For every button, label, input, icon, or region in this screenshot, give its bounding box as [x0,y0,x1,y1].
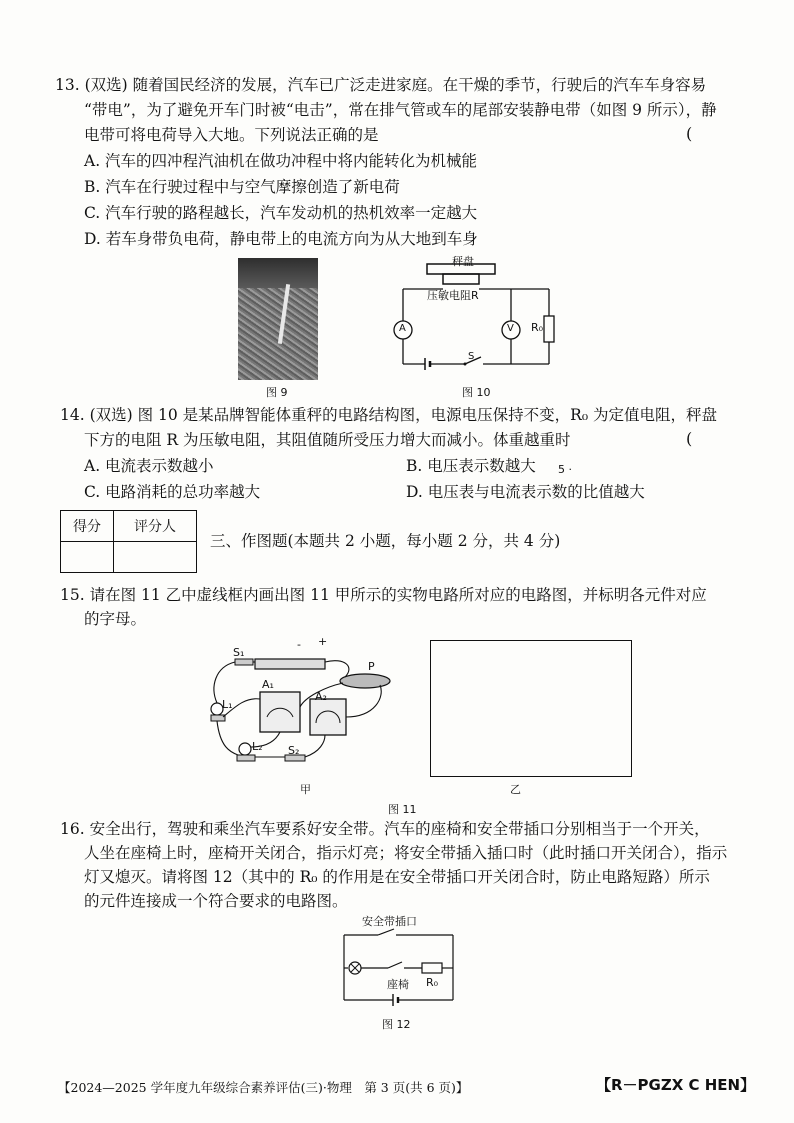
figure-10-ammeter-label: A [399,323,406,334]
fig11-p: P [368,660,375,673]
fig11-l2: L₂ [252,740,263,753]
figure-9-caption: 图 9 [266,386,288,399]
ammeter-a2 [310,699,346,735]
q13-line3: 电带可将电荷导入大地。下列说法正确的是 [84,126,379,144]
fig12-belt-label: 安全带插口 [362,915,417,928]
figure-9-photo [238,258,318,380]
figure-10-circuit [385,252,575,387]
grader-cell[interactable] [114,542,197,573]
grader-header: 评分人 [114,511,197,542]
q14-option-d: D. 电压表与电流表示数的比值越大 [406,483,645,501]
q13-option-c: C. 汽车行驶的路程越长，汽车发动机的热机效率一定越大 [84,204,478,222]
figure-10-r0-label: R₀ [531,321,544,334]
q13-line1: 13. (双选) 随着国民经济的发展，汽车已广泛走进家庭。在干燥的季节，行驶后的汽车车身容易 [55,76,707,94]
q16-line1: 16. 安全出行，驾驶和乘坐汽车要系好安全带。汽车的座椅和安全带插口分别相当于一个开关， [60,820,710,838]
figure-12-components [338,925,468,1010]
q13-line2: “带电”，为了避免开车门时被“电击”，常在排气管或车的尾部安装静电带（如图 9 所示），静 [84,101,717,119]
figure-11-answer-box[interactable] [430,640,632,777]
q14-answer-paren: ( [686,429,693,448]
switch-s1 [235,659,253,665]
fig11-l1: L₁ [222,698,233,711]
section-3-title: 三、作图题(本题共 2 小题，每小题 2 分，共 4 分) [210,532,561,550]
q13-answer-paren: ( [686,124,693,143]
bulb-l2 [239,743,251,755]
fig11-a2: A₂ [315,690,327,703]
fig11-yi: 乙 [510,783,521,796]
figure-10-switch-label: S [468,351,475,362]
belt-switch [378,929,394,935]
q13-option-d: D. 若车身带负电荷，静电带上的电流方向为从大地到车身 [84,230,478,248]
q13-option-a: A. 汽车的四冲程汽油机在做功冲程中将内能转化为机械能 [84,152,478,170]
figure-11-caption: 图 11 [388,803,417,816]
fig11-s2: S₂ [288,744,300,757]
fig11-minus: - [297,638,301,651]
q15-line2: 的字母。 [84,610,147,628]
fig11-s1: S₁ [233,646,245,659]
q13-option-b: B. 汽车在行驶过程中与空气摩擦创造了新电荷 [84,178,400,196]
q14-stray-mark: 5 · [558,463,572,476]
score-header: 得分 [61,511,114,542]
q14-line1: 14. (双选) 图 10 是某品牌智能体重秤的电路结构图，电源电压保持不变，R₀ 为定值电阻，秤盘 [60,406,717,424]
fig11-plus: + [318,635,328,648]
fig12-seat-label: 座椅 [387,978,409,991]
figure-10-resistor-label: 压敏电阻R [427,289,479,302]
q14-option-c: C. 电路消耗的总功率越大 [84,483,261,501]
q16-line2: 人坐在座椅上时，座椅开关闭合，指示灯亮；将安全带插入插口时（此时插口开关闭合），指示 [84,844,728,862]
q14-option-b: B. 电压表示数越大 [406,457,536,475]
footer-code: 【R－PGZX C HEN】 [596,1076,756,1094]
score-table [60,510,197,573]
fig11-a1: A₁ [262,678,274,691]
page-footer: 【2024—2025 学年度九年级综合素养评估(三)·物理 第 3 页(共 6 页)】 [58,1080,469,1095]
r0-resistor [544,316,554,342]
q15-line1: 15. 请在图 11 乙中虚线框内画出图 11 甲所示的实物电路所对应的电路图，并标明各元件对应 [60,586,707,604]
figure-10-voltmeter-label: V [507,323,514,334]
q16-line4: 的元件连接成一个符合要求的电路图。 [84,892,348,910]
figure-12-caption: 图 12 [382,1018,411,1031]
battery-box [255,659,325,669]
q14-line2: 下方的电阻 R 为压敏电阻，其阻值随所受压力增大而减小。体重越重时 [84,431,571,449]
q14-option-a: A. 电流表示数越小 [84,457,214,475]
fig12-r0-label: R₀ [426,976,439,989]
q16-line3: 灯又熄灭。请将图 12（其中的 R₀ 的作用是在安全带插口开关闭合时，防止电路短路）所示 [84,868,710,886]
figure-10-caption: 图 10 [462,386,491,399]
seat-switch [388,962,402,968]
r0-resistor-fig12 [422,963,442,973]
ammeter-a1 [260,692,300,732]
rheostat [340,674,390,688]
pressure-resistor [443,274,479,284]
fig11-jia: 甲 [300,783,311,796]
figure-10-pan-label: 秤盘 [452,255,474,268]
score-cell[interactable] [61,542,114,573]
